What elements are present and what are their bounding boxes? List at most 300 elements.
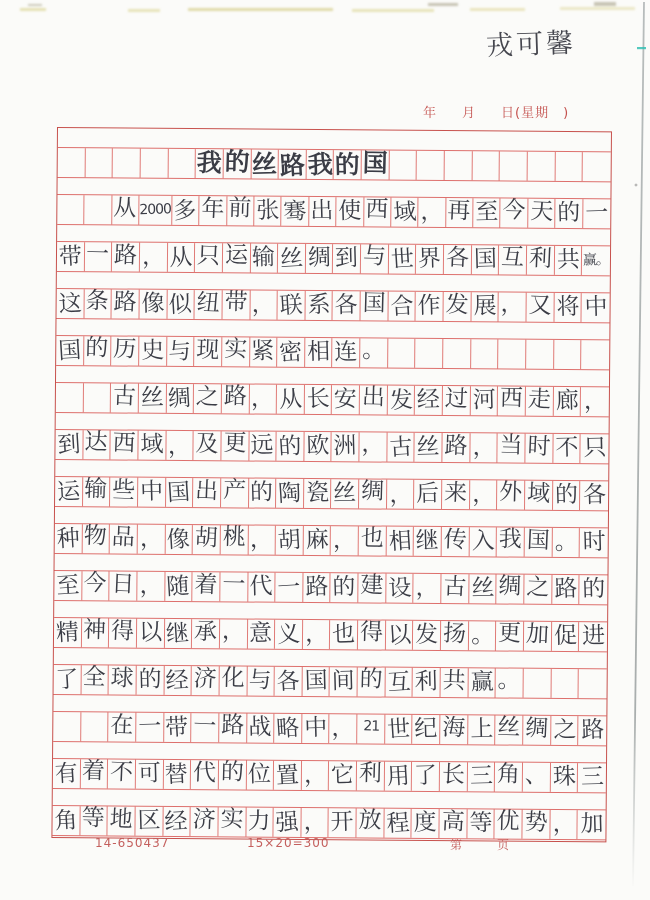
grid-cell: [309, 197, 337, 226]
grid-row: [57, 241, 610, 276]
hand-char: 过: [444, 385, 469, 413]
grid-cell: [110, 524, 138, 553]
hand-char: 我: [498, 526, 523, 553]
grid-cell: [219, 713, 247, 742]
grid-cell: [359, 526, 387, 555]
grid-cell: [525, 481, 553, 510]
grid-cell: [388, 292, 416, 321]
grid-cell: [303, 620, 331, 649]
grid-cell: [472, 151, 500, 180]
grid-cell: [135, 807, 163, 836]
hand-char: 路: [304, 573, 329, 601]
hand-char: 的: [250, 479, 274, 506]
grid-cell: [415, 386, 443, 415]
grid-cell: [58, 148, 86, 177]
grid-cell: [195, 243, 223, 272]
grid-cell: [357, 714, 385, 743]
hand-char: 域: [139, 431, 164, 459]
hand-char: 作: [417, 292, 442, 320]
hand-char: 着: [193, 571, 219, 599]
hand-char: 张: [255, 197, 280, 224]
grid-cell: [524, 575, 552, 604]
grid-cell: [111, 336, 139, 365]
hand-char: 纽: [196, 289, 221, 317]
hand-char: 之: [552, 716, 577, 744]
hand-char: ，: [167, 432, 192, 460]
grid-cell: [279, 150, 307, 179]
grid-cell: [247, 714, 275, 743]
hand-char: 海: [441, 714, 466, 742]
hand-char: 济: [192, 806, 217, 834]
grid-cell: [528, 199, 556, 228]
grid-cell: [164, 666, 192, 695]
grid-cell: [305, 291, 333, 320]
hand-char: 带: [224, 289, 248, 316]
grid-cell: [581, 387, 609, 416]
hand-char: 代: [192, 759, 217, 787]
grid-cell: [358, 667, 386, 696]
grid-cell: [525, 528, 553, 557]
grid-cell: [248, 573, 276, 602]
grid-cell: [333, 244, 361, 273]
hand-char: 像: [166, 526, 191, 554]
hand-char: 与: [167, 338, 193, 366]
hand-char: ，: [419, 198, 444, 226]
grid-cell: [442, 433, 470, 462]
grid-cell: [579, 622, 607, 651]
grid-cell: [523, 763, 551, 792]
grid-cell: [414, 480, 442, 509]
hand-char: 用: [385, 763, 411, 791]
hand-char: 各: [445, 244, 470, 272]
grid-cell: [140, 243, 168, 272]
grid-cell: [497, 527, 525, 556]
hand-char: ，: [361, 431, 385, 458]
grid-cell: [84, 336, 112, 365]
hand-char: 实: [220, 806, 244, 833]
grid-cell: [278, 291, 306, 320]
grid-cell: [80, 806, 108, 835]
grid-cell: [470, 386, 498, 415]
hand-char: 相: [306, 338, 331, 366]
hand-char: 条: [85, 288, 110, 315]
grid-cell: [413, 668, 441, 697]
grid-cell: [302, 714, 330, 743]
hand-char: 绸: [524, 715, 549, 743]
grid-cell: [193, 478, 221, 507]
hand-char: ，: [139, 525, 163, 553]
hand-char: 绸: [307, 244, 331, 272]
hand-char: 可: [137, 760, 162, 788]
hand-char: ，: [303, 761, 327, 789]
grid-cell: [219, 666, 247, 695]
hand-char: 运: [56, 478, 81, 506]
grid-cell: [336, 197, 364, 226]
hand-char: 远: [250, 432, 275, 459]
hand-char: 系: [306, 291, 331, 319]
hand-char: 更: [497, 620, 522, 647]
grid-cell: [55, 524, 83, 553]
grid-cell: [192, 619, 220, 648]
grid-cell: [165, 619, 193, 648]
hand-char: 的: [138, 666, 162, 694]
grid-row: [58, 147, 611, 182]
hand-char: 设: [387, 575, 412, 603]
hand-char: ，: [471, 434, 496, 461]
grid-cell: [302, 761, 330, 790]
hand-char: 以: [386, 622, 412, 650]
grid-cell: [364, 197, 392, 226]
grid-cell: [580, 528, 608, 557]
grid-cell: [583, 152, 611, 181]
hand-char: 经: [164, 808, 189, 836]
hand-char: 球: [110, 665, 135, 693]
top-smudges: [20, 2, 635, 12]
hand-char: 经: [165, 667, 190, 695]
grid-cell: [357, 808, 385, 837]
grid-cell: [361, 244, 389, 273]
date-segment: 月: [462, 106, 477, 121]
hand-char: 再: [447, 197, 472, 225]
grid-cell: [444, 292, 472, 321]
hand-char: 利: [414, 668, 439, 696]
hand-char: 等: [468, 810, 493, 837]
hand-char: 传: [443, 526, 468, 554]
grid-row: [56, 335, 609, 370]
hand-char: 了: [413, 762, 438, 790]
grid-cell: [580, 575, 608, 604]
grid-cell: [554, 340, 582, 369]
grid-cell: [583, 199, 611, 228]
grid-cell: [274, 714, 302, 743]
grid-cell: [302, 667, 330, 696]
grid-cell: [303, 526, 331, 555]
hand-char: 路: [278, 150, 306, 181]
grid-row: [55, 429, 608, 464]
hand-char: 桃: [222, 524, 246, 551]
hand-char: 之: [195, 383, 220, 411]
grid-cell: [440, 715, 468, 744]
grid-cell: [552, 575, 580, 604]
grid-cell: [277, 432, 305, 461]
grid-cell: [389, 151, 417, 180]
grid-cell: [526, 340, 554, 369]
hand-char: 来: [443, 479, 468, 507]
grid-cell: [416, 339, 444, 368]
grid-cell: [83, 383, 111, 412]
hand-char: 利: [358, 760, 383, 787]
hand-char: 至: [55, 572, 81, 600]
hand-char: 三: [469, 763, 493, 790]
grid-cell: [55, 430, 83, 459]
grid-cell: [304, 479, 332, 508]
grid-cell: [277, 385, 305, 414]
hand-char: 古: [388, 434, 413, 462]
grid-cell: [220, 619, 248, 648]
grid-cell: [498, 433, 526, 462]
hand-char: 区: [136, 807, 161, 835]
grid-cell: [472, 245, 500, 274]
hand-char: 加: [579, 810, 604, 838]
grid-cell: [417, 151, 445, 180]
grid-cell: [223, 149, 251, 178]
grid-cell: [499, 245, 527, 274]
grid-cell: [388, 339, 416, 368]
grid-cell: [330, 714, 358, 743]
hand-char: 开: [330, 808, 355, 836]
hand-char: 经: [416, 386, 441, 414]
grid-cell: [136, 666, 164, 695]
grid-cell: [56, 336, 84, 365]
hand-char: 的: [85, 335, 110, 362]
grid-cell: [54, 618, 82, 647]
hand-char: 。: [470, 622, 494, 649]
hand-char: 时: [526, 433, 551, 461]
grid-cell: [139, 384, 167, 413]
grid-cell: [249, 479, 277, 508]
grid-cell: [361, 291, 389, 320]
grid-cell: [582, 293, 610, 322]
hand-char: 连: [334, 338, 358, 366]
hand-char: 前: [228, 195, 252, 222]
grid-cell: [386, 574, 414, 603]
grid-cell: [384, 809, 412, 838]
grid-cell: [331, 573, 359, 602]
grid-cell: [85, 242, 113, 271]
hand-char: 的: [277, 433, 303, 461]
grid-cell: [112, 242, 140, 271]
grid-cell: [109, 665, 137, 694]
hand-char: 联: [278, 292, 304, 320]
hand-char: ，: [331, 714, 355, 742]
grid-cell: [385, 762, 413, 791]
grid-cell: [82, 524, 110, 553]
grid-cell: [83, 477, 111, 506]
hand-char: 互: [500, 244, 525, 271]
grid-cell: [81, 712, 109, 741]
hand-char: 及: [195, 430, 220, 458]
grid-cell: [136, 760, 164, 789]
hand-char: 着: [82, 758, 106, 785]
grid-cell: [524, 669, 552, 698]
grid-cell: [304, 432, 332, 461]
grid-row: [56, 382, 609, 417]
hand-char: ，: [500, 291, 525, 318]
hand-char: 廊: [555, 387, 579, 415]
footer-page-label-prefix: 第: [450, 838, 464, 852]
hand-char: 程: [385, 810, 410, 838]
hand-char: 继: [165, 620, 191, 648]
hand-char: 代: [249, 573, 274, 600]
hand-char: ，: [250, 385, 275, 412]
grid-cell: [391, 198, 419, 227]
hand-char: 绸: [167, 385, 193, 413]
grid-cell: [501, 198, 529, 227]
grid-cell: [227, 196, 255, 225]
grid-cell: [80, 759, 108, 788]
hand-char: 。: [553, 528, 578, 556]
grid-cell: [85, 195, 113, 224]
grid-cell: [385, 668, 413, 697]
grid-cell: [249, 432, 277, 461]
hand-char: 外: [499, 479, 523, 506]
grid-cell: [440, 762, 468, 791]
hand-char: 势: [523, 809, 549, 837]
grid-cell: [552, 622, 580, 651]
grid-cell: [199, 196, 227, 225]
grid-cell: [250, 291, 278, 320]
hand-char: 强: [274, 809, 300, 837]
hand-char: 放: [358, 807, 382, 834]
hand-char: 一: [192, 712, 217, 740]
grid-cell: [578, 810, 606, 839]
hand-char: 更: [222, 430, 247, 457]
paper-edge-line: [633, 2, 644, 886]
hand-char: 随: [166, 573, 191, 601]
grid-cell: [358, 573, 386, 602]
grid-cell: [246, 761, 274, 790]
hand-char: 古: [112, 383, 137, 411]
hand-char: 域: [392, 199, 417, 227]
grid-cell: [113, 148, 141, 177]
ink-speck: [635, 184, 638, 187]
grid-cell: [473, 198, 501, 227]
grid-cell: [551, 669, 579, 698]
hand-char: 品: [111, 524, 136, 552]
hand-char: 古: [442, 573, 467, 601]
grid-cell: [191, 713, 219, 742]
hand-char: 角: [53, 807, 79, 835]
hand-char: 有: [53, 760, 79, 788]
hand-char: 它: [330, 761, 355, 789]
grid-cell: [412, 809, 440, 838]
hand-char: 丝: [279, 245, 304, 273]
hand-char: 中: [583, 293, 608, 321]
footer-grid-format: 15×20=300: [247, 836, 330, 850]
grid-cell: [167, 337, 195, 366]
hand-char: 在: [109, 712, 135, 740]
hand-char: 一: [86, 241, 110, 268]
hand-char: 的: [554, 481, 578, 509]
grid-cell: [441, 574, 469, 603]
hand-char: 西: [365, 196, 389, 223]
hand-char: 、: [524, 762, 549, 790]
grid-cell: [445, 151, 473, 180]
grid-cell: [497, 574, 525, 603]
hand-char: 中: [303, 714, 328, 742]
grid-cell: [470, 433, 498, 462]
grid-cell: [275, 667, 303, 696]
grid-cell: [498, 386, 526, 415]
grid-cell: [443, 386, 471, 415]
grid-cell: [412, 762, 440, 791]
student-name: 戎可馨: [485, 27, 577, 62]
grid-cell: [579, 669, 607, 698]
grid-row: [55, 523, 608, 558]
grid-cell: [250, 244, 278, 273]
grid-cell: [442, 527, 470, 556]
date-segment: ): [563, 106, 570, 121]
hand-char: 全: [82, 664, 107, 691]
grid-cell: [360, 432, 388, 461]
grid-cell: [194, 384, 222, 413]
hand-char: 承: [193, 618, 218, 646]
hand-char: 似: [168, 291, 193, 319]
hand-char: ，: [249, 526, 274, 553]
grid-cell: [191, 807, 219, 836]
hand-char: 化: [221, 665, 245, 692]
grid-cell: [82, 618, 110, 647]
grid-cell: [165, 572, 193, 601]
hand-char: 一: [221, 571, 246, 598]
hand-char: 出: [361, 384, 386, 411]
hand-char: 今: [502, 197, 526, 224]
hand-char: 优: [496, 808, 521, 835]
hand-char: 产: [222, 477, 247, 504]
hand-char: ，: [251, 291, 276, 318]
hand-char: 欧: [305, 432, 330, 460]
hand-char: 河: [472, 387, 496, 414]
grid-cell: [196, 149, 224, 178]
hand-char: 陶: [277, 480, 302, 508]
grid-cell: [274, 808, 302, 837]
grid-cell: [442, 480, 470, 509]
cyan-scan-mark: [637, 47, 646, 49]
grid-cell: [386, 621, 414, 650]
hand-char: 共: [556, 246, 580, 274]
hand-char: 的: [224, 147, 250, 177]
grid-cell: [551, 716, 579, 745]
hand-char: 到: [56, 431, 82, 459]
grid-cell: [330, 667, 358, 696]
grid-cell: [416, 245, 444, 274]
composition-grid: [51, 127, 612, 842]
grid-cell: [166, 478, 194, 507]
grid-cell: [334, 150, 362, 179]
grid-cell: [496, 668, 524, 697]
grid-cell: [331, 479, 359, 508]
grid-cell: [553, 481, 581, 510]
grid-cell: [527, 246, 555, 275]
grid-cell: [112, 195, 140, 224]
hand-char: 我: [196, 147, 223, 178]
hand-char: 加: [525, 621, 550, 649]
hand-char: 国: [362, 290, 386, 317]
hand-char: 长: [441, 761, 466, 789]
hand-char: 互: [386, 669, 412, 697]
hand-char: ，: [332, 526, 357, 554]
grid-cell: [56, 383, 84, 412]
hand-char: 间: [331, 667, 356, 695]
hand-char: 丝: [416, 433, 441, 461]
grid-cell: [579, 716, 607, 745]
hand-char: 运: [224, 242, 249, 269]
hand-char: 带: [164, 714, 190, 742]
grid-cell: [468, 668, 496, 697]
hand-char: 珠: [552, 763, 576, 791]
hand-char: 丝: [251, 149, 278, 179]
hand-char: 纪: [414, 715, 438, 743]
grid-cell: [111, 430, 139, 459]
grid-cell: [446, 198, 474, 227]
hand-char: 世: [386, 716, 411, 744]
grid-cell: [554, 293, 582, 322]
hand-char: 国: [57, 337, 82, 365]
hand-char: 长: [306, 385, 330, 413]
grid-cell: [580, 481, 608, 510]
grid-cell: [250, 338, 278, 367]
hand-char: 出: [194, 477, 219, 505]
